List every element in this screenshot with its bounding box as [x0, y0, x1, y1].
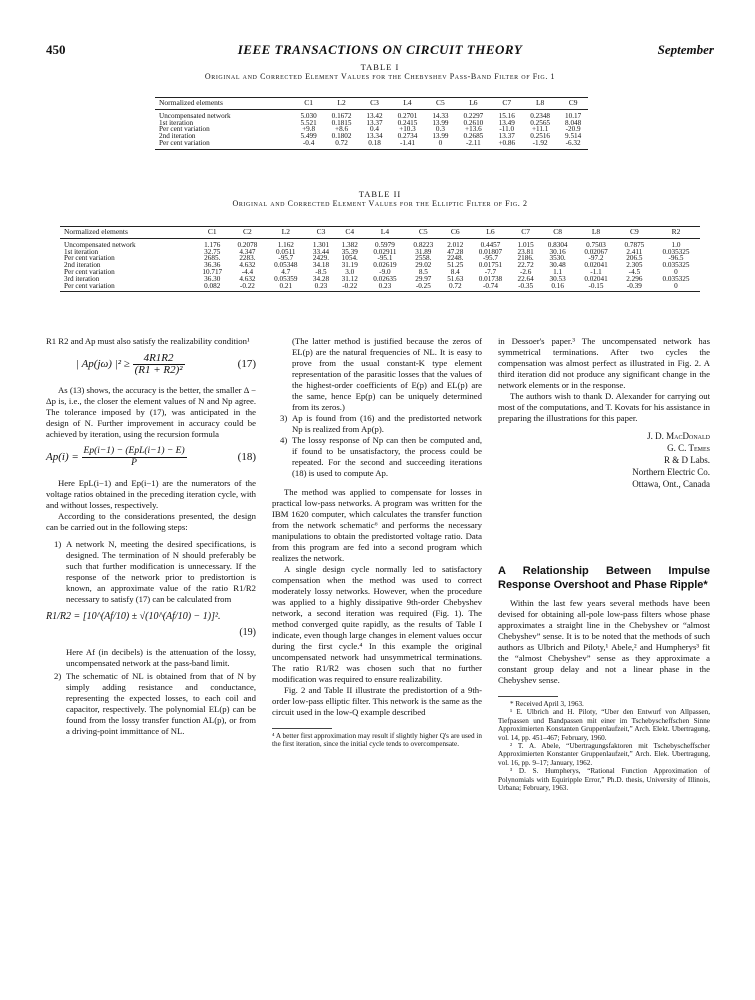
row-label: Per cent variation [155, 140, 294, 149]
table-cell: 0.1815 [331, 118, 352, 127]
footnote: * Received April 3, 1963. [510, 700, 584, 708]
table-cell: 0.05359 [274, 274, 298, 283]
row-label: Per cent variation [64, 254, 115, 263]
table-cell: 0.2297 [463, 111, 484, 120]
table-cell: 13.49 [498, 118, 515, 127]
table-cell: 0 [652, 283, 700, 292]
eq18-fraction [82, 446, 187, 469]
paragraph: in Dessoer's paper.³ The uncompensated network has symmetrical terminations. After two cycles the compensation was almost perfect as illustrated in Fig. 2. A third iteration did not produce any significant change in the network elements or in the response. [498, 336, 710, 390]
table-cell: 1.382 [341, 240, 358, 249]
table-cell: 0.7503 [586, 240, 606, 249]
table-cell: -6.32 [558, 140, 588, 149]
table-cell: -0.4 [294, 140, 324, 149]
table-cell: -20.9 [565, 125, 581, 134]
table-cell: 0.23 [364, 283, 406, 292]
table-cell: 0 [674, 267, 678, 276]
table-cell: 0.2348 [530, 111, 551, 120]
column-header: C2 [230, 227, 265, 239]
table-cell: 13.99 [432, 118, 449, 127]
author-signature [498, 430, 710, 490]
footnote-separator [272, 728, 332, 729]
table-cell: 0.2415 [397, 118, 418, 127]
footnote-separator [498, 696, 558, 697]
table-cell: +13.6 [465, 125, 482, 134]
table-cell: 2.411 [626, 247, 643, 256]
table-cell: 3530. [549, 254, 566, 263]
paragraph: The method was applied to compensate for losses in practical low-pass networks. A program was written for the IBM 1620 computer, which calculates the transfer function from the network schematic⁶ and performs the necessary manipulations to obtain the predistorted voltage ratio. Data from this program are fed into a second program which realizes the network. [272, 487, 482, 563]
issue-month: September [657, 42, 714, 57]
table-cell: 5.521 [300, 118, 317, 127]
table-cell: 1.162 [277, 240, 294, 249]
table-cell: -0.22 [335, 283, 364, 292]
table2-title: TABLE II [358, 189, 402, 199]
table-cell: 13.42 [366, 111, 383, 120]
table-cell: 9.514 [565, 132, 582, 141]
table-cell: 4.632 [239, 274, 256, 283]
table-cell: 0.2078 [237, 240, 258, 249]
table-cell: -95.7 [482, 254, 498, 263]
table-cell: -0.35 [511, 283, 540, 292]
table-cell: +11.1 [531, 125, 549, 134]
paragraph: As (13) shows, the accuracy is the better, the smaller Δ − Δp is, i.e., the closer the element values of N and Np agree. The tolerance imposed by (17), was anticipated in the design of N. Further improvement in accuracy could be achieved by iteration, using the recursion formula [46, 385, 256, 439]
table2-subtitle: Original and Corrected Element Values for the Elliptic Filter of Fig. 2 [232, 199, 528, 208]
table-cell: 8.4 [450, 267, 460, 276]
affiliation-line: Ottawa, Ont., Canada [632, 479, 710, 489]
table-cell: 2186. [517, 254, 534, 263]
table-cell: -1.41 [389, 140, 425, 149]
column-1 [46, 336, 256, 737]
table-cell: -96.5 [668, 254, 684, 263]
eq17-numerator: 4R1R2 [133, 353, 185, 365]
table-cell: 4.7 [281, 267, 291, 276]
table1-subtitle: Original and Corrected Element Values for the Chebyshev Pass-Band Filter of Fig. 1 [204, 72, 556, 81]
column-header: C3 [360, 98, 390, 110]
column-header: R2 [652, 227, 700, 239]
equation-19 [46, 611, 256, 641]
page-number: 450 [46, 42, 66, 57]
paragraph: R1 R2 and Ap must also satisfy the realizability condition¹ [46, 336, 250, 346]
affiliation-line: R & D Labs. [664, 455, 710, 465]
table-cell: 23.81 [517, 247, 534, 256]
table-cell: 206.5 [626, 254, 643, 263]
table-cell: 0.72 [323, 140, 359, 149]
table-cell: 0.01751 [478, 261, 503, 270]
running-header [46, 42, 714, 60]
table-cell: -9.0 [379, 267, 391, 276]
table-cell: 2429. [312, 254, 330, 263]
row-label: 2nd iteration [159, 132, 196, 141]
table-cell: -2.6 [519, 267, 532, 276]
table-cell: 2.305 [626, 261, 643, 270]
table1 [155, 97, 588, 150]
eq17-lhs: | Ap(jω) |² ≥ [76, 358, 130, 371]
table-cell: -0.15 [575, 283, 617, 292]
eq18-lhs: Ap(i) = [46, 451, 79, 464]
equation-18 [46, 446, 256, 474]
column-header: C9 [617, 227, 652, 239]
table-cell: 0.72 [441, 283, 470, 292]
table-cell: -4.4 [241, 267, 254, 276]
step-3 [272, 413, 482, 435]
eq19-body: R1/R2 = [10^(Af/10) ± √(10^(Af/10) − 1)]². [46, 611, 221, 622]
table-cell: 0.2701 [397, 111, 418, 120]
table-cell: 0.4 [370, 125, 379, 134]
table-cell: 47.28 [447, 247, 464, 256]
table-cell: -0.74 [470, 283, 512, 292]
table-cell: 34.28 [312, 274, 330, 283]
table-cell: +10.3 [399, 125, 416, 134]
table-cell: 0.3 [435, 125, 445, 134]
paragraph: Here EpL(i−1) and Ep(i−1) are the numerators of the voltage ratios obtained in the preceding iteration cycle, with and without losses, respectively. [46, 478, 256, 510]
eq19-label: (19) [239, 627, 256, 638]
table-cell: 0.2610 [463, 118, 484, 127]
footnote: ⁴ A better first approximation may result if slightly higher Q's are used in the first iteration, since the initial cycle tends to overcompensate. [272, 732, 482, 749]
table-cell: 0.16 [540, 283, 575, 292]
table-cell: 13.37 [498, 132, 515, 141]
column-header: Normalized elements [155, 98, 294, 110]
table-cell: 10.17 [565, 111, 582, 120]
table-cell: 0.02619 [373, 261, 397, 270]
table-header-row [60, 227, 700, 239]
table-cell: 0.01738 [478, 274, 503, 283]
column-header: C7 [511, 227, 540, 239]
column-header: C3 [307, 227, 336, 239]
table2 [60, 226, 700, 292]
table-header-row [155, 98, 588, 110]
table-cell: 1.0 [671, 240, 681, 249]
row-label: Per cent variation [159, 125, 210, 134]
row-label: 1st iteration [64, 247, 99, 256]
table-cell: 1.015 [517, 240, 534, 249]
table-cell: 0.02041 [584, 261, 608, 270]
column-header: C5 [426, 98, 456, 110]
table-cell: 0.02635 [373, 274, 397, 283]
step-number: 2) [54, 671, 62, 681]
table-cell: 51.63 [447, 274, 464, 283]
column-3 [498, 336, 710, 792]
table1-caption [46, 62, 714, 82]
row-label: Per cent variation [64, 267, 115, 276]
table-cell: 33.44 [312, 247, 330, 256]
column-header: C8 [540, 227, 575, 239]
table-cell: 0.7875 [624, 240, 645, 249]
column-header: C1 [195, 227, 230, 239]
table-cell: 13.37 [366, 118, 383, 127]
table-cell: 36.30 [204, 274, 221, 283]
step-number: 1) [54, 539, 62, 549]
table-cell: 0 [426, 140, 456, 149]
table-cell: 2283. [239, 254, 256, 263]
footnote: ¹ E. Ulbrich and H. Piloty, “Uber den Entwurf von Allpassen, Tiefpassen und Bandpassen mit einer im Tschebyscheffschen Sinne Approximierten Konstanten Gruppenlaufzeit,” Arch. Elekt. Ubertragung, vol. 14, pp. 451–467; February, 1960. [498, 708, 710, 742]
table-cell: +8.6 [335, 125, 349, 134]
table-cell: 1.176 [204, 240, 221, 249]
table-cell: 0.1802 [331, 132, 352, 141]
table-cell: +9.8 [302, 125, 316, 134]
table-cell: 35.39 [341, 247, 358, 256]
table-cell: 0.02067 [584, 247, 608, 256]
table-cell: 1.301 [312, 240, 330, 249]
table-cell: 29.97 [415, 274, 432, 283]
table-cell: -1.92 [522, 140, 558, 149]
table-row [60, 283, 700, 292]
column-header: L8 [522, 98, 558, 110]
table-cell: 31.89 [415, 247, 432, 256]
eq17-fraction [133, 353, 185, 376]
row-label: Uncompensated network [64, 240, 136, 249]
eq18-label: (18) [237, 451, 256, 463]
eq18-numerator: Ep(i−1) − (EpL(i−1) − E) [83, 446, 185, 456]
table-cell: 0.035325 [662, 274, 690, 283]
article-title: A Relationship Between Impulse Response Overshoot and Phase Ripple* [498, 565, 710, 591]
table-cell: 0.18 [360, 140, 390, 149]
table-cell: 30.16 [549, 247, 566, 256]
table-cell: 0.2565 [530, 118, 551, 127]
eq18-denominator: P [131, 458, 137, 468]
table-cell: -7.7 [484, 267, 497, 276]
journal-title: IEEE TRANSACTIONS ON CIRCUIT THEORY [237, 42, 523, 57]
row-label: Uncompensated network [159, 111, 231, 120]
table-cell: 0.21 [265, 283, 307, 292]
table-cell: 22.64 [517, 274, 534, 283]
table-cell: 0.1672 [331, 111, 352, 120]
eq17-denominator: (R1 + R2)² [134, 364, 183, 376]
table-cell: 2685. [204, 254, 221, 263]
table-cell: -97.2 [588, 254, 604, 263]
table-cell: 15.16 [498, 111, 515, 120]
table-cell: 2558. [415, 254, 432, 263]
table-cell: -0.25 [406, 283, 441, 292]
table-cell: 0.0511 [276, 247, 296, 256]
table-cell: -95.7 [278, 254, 294, 263]
table-cell: 4.632 [239, 261, 256, 270]
column-header: L8 [575, 227, 617, 239]
table-cell: 2248. [447, 254, 464, 263]
step-4 [272, 435, 482, 479]
table-cell: 30.53 [549, 274, 566, 283]
eq17-label: (17) [237, 358, 256, 370]
table-cell: 0.2516 [530, 132, 551, 141]
table-cell: 1.1 [553, 267, 563, 276]
table-cell: 2.296 [626, 274, 643, 283]
table-cell: 0.035325 [662, 261, 690, 270]
table-cell: 0.082 [195, 283, 230, 292]
table-cell: 13.99 [432, 132, 449, 141]
footnote: ² T. A. Abele, “Ubertragungsfaktoren mit Tschebyscheffscher Approximierten Konstanter Gruppenlaufzeit,” Arch. Elek. Ubertragung, vol. 16, pp. 9–17; January, 1962. [498, 742, 710, 767]
table-cell: 14.33 [432, 111, 449, 120]
table-cell: 30.48 [549, 261, 566, 270]
table2-caption [46, 189, 714, 209]
table-cell: 5.030 [300, 111, 317, 120]
table-cell: 29.02 [415, 261, 432, 270]
column-header: L6 [455, 98, 491, 110]
table-cell: 0.01807 [478, 247, 503, 256]
table-cell: 5.499 [300, 132, 317, 141]
step-text: The lossy response of Np can then be computed and, if found to be unsatisfactory, the process could be repeated. For the second and succeeding iterations (18) is used to compute Ap. [292, 435, 482, 478]
table-cell: 13.34 [366, 132, 383, 141]
row-label: 2nd iteration [64, 261, 101, 270]
table-cell: 0.23 [307, 283, 336, 292]
table-cell: 8.5 [418, 267, 428, 276]
table-cell: 1054. [341, 254, 358, 263]
column-header: L6 [470, 227, 512, 239]
row-label: 1st iteration [159, 118, 194, 127]
table-cell: -1.1 [590, 267, 602, 276]
table-cell: -8.5 [315, 267, 327, 276]
author-name: G. C. Temes [667, 443, 710, 453]
paragraph: The authors wish to thank D. Alexander for carrying out most of the computations, and T. Kovats for his assistance in preparing the illustrations for this paper. [498, 391, 710, 423]
column-header: Normalized elements [60, 227, 195, 239]
table-cell: 0.5979 [375, 240, 395, 249]
column-header: C7 [492, 98, 523, 110]
step-number: 3) [280, 413, 288, 423]
table-cell: 3.0 [345, 267, 355, 276]
column-header: L2 [323, 98, 359, 110]
column-header: C5 [406, 227, 441, 239]
column-header: L2 [265, 227, 307, 239]
table-cell: 4.347 [239, 247, 256, 256]
row-label: 3rd iteration [64, 274, 100, 283]
step-text: A network N, meeting the desired specifications, is designed. The termination of N should preferably be such that further modification is unnecessary. If the response of the network prior to predistortion is known, an approximate value of the ratio R1/R2 necessary to satisfy (17) can be calculated from [66, 539, 256, 604]
table-cell: 0.2685 [463, 132, 484, 141]
column-header: C1 [294, 98, 324, 110]
table-cell: 31.19 [341, 261, 358, 270]
step-text: Here Af (in decibels) is the attenuation of the lossy, uncompensated network at the pass-band limit. [66, 647, 256, 668]
author-name: J. D. MacDonald [647, 431, 710, 441]
table-cell: -95.1 [377, 254, 393, 263]
step-1-note [46, 647, 256, 669]
table-cell: 36.36 [204, 261, 221, 270]
table-cell: 22.72 [517, 261, 534, 270]
row-label: Per cent variation [60, 283, 195, 292]
column-header: L4 [389, 98, 425, 110]
step-number: 4) [280, 435, 288, 445]
table-cell: 51.25 [447, 261, 464, 270]
table1-title: TABLE I [360, 62, 400, 72]
paragraph: (The latter method is justified because the zeros of EL(p) are the natural frequencies of NL. It is easy to prove from the usual constant-K type element representation of the parasitic losses that the values of the highest-order coefficients of E(p) and EL(p) are the same, hence Ep(p) can be uniquely determined from its zeros.) [292, 336, 482, 412]
table-cell: 0.4457 [480, 240, 501, 249]
table-cell: 0.05348 [274, 261, 298, 270]
step-2 [46, 671, 256, 737]
table-cell: 10.717 [202, 267, 223, 276]
paragraph: According to the considerations presented, the design can be carried out in the following steps: [46, 511, 256, 532]
footnote: ³ D. S. Humpherys, “Rational Function Approximation of Polynomials with Equiripple Error,” Ph.D. thesis, University of Illinois, Urbana; February, 1963. [498, 767, 710, 793]
table-cell: 2.012 [447, 240, 464, 249]
table-cell: -0.22 [230, 283, 265, 292]
affiliation-line: Northern Electric Co. [632, 467, 710, 477]
table-cell: 0.02911 [373, 247, 397, 256]
table-cell: 0.8223 [413, 240, 434, 249]
column-header: C9 [558, 98, 588, 110]
table-cell: -0.39 [617, 283, 652, 292]
table-cell: +0.86 [492, 140, 523, 149]
column-header: C6 [441, 227, 470, 239]
table-cell: 0.02041 [584, 274, 608, 283]
table-cell: 31.12 [341, 274, 358, 283]
table-cell: 0.035325 [662, 247, 690, 256]
paragraph: Within the last few years several methods have been devised for obtaining all-pole low-pass filters whose phase approximates a straight line in the Chebyshev or “almost Chebyshev” sense. It is to be noted that the methods of such authors as Ulbrich and Piloty,¹ Abele,² and Humpherys³ fit the “almost Chebyshev” sense as they approximate a constant group delay and not a linear phase in the Chebyshev sense. [498, 598, 710, 685]
paragraph: A single design cycle normally led to satisfactory compensation when the method was used to correct moderately lossy networks. However, when the procedure was applied to a highly dissipative 9th-order Chebyshev network, a second iteration was required (Fig. 1). The method converged quite rapidly, as the results of Table I indicate, even though large changes in element values occur during the first cycle.⁴ In this example the original uncompensated network had unsymmetrical terminations. The ratio R1/R2 was chosen such that no further modification was required to ensure realizability. [272, 564, 482, 684]
table-row [155, 140, 588, 149]
table-cell: 34.18 [312, 261, 330, 270]
table-cell: -2.11 [455, 140, 491, 149]
table-cell: 0.2734 [397, 132, 418, 141]
step-text: The schematic of NL is obtained from that of N by simply adding resistance and conductance, representing the expected losses, to each coil and capacitor, respectively. The polynomial EL(p) can be found from the lossy transfer function AL(p), or from a driving-point immittance of NL. [66, 671, 256, 736]
table-cell: 32.75 [204, 247, 221, 256]
column-header: L4 [364, 227, 406, 239]
table-cell: 8.048 [565, 118, 582, 127]
step-text: Ap is found from (16) and the predistorted network Np is realized from Ap(p). [292, 413, 482, 434]
table-cell: -4.5 [628, 267, 641, 276]
column-2 [272, 336, 482, 956]
step-1 [46, 539, 256, 605]
equation-17 [46, 353, 256, 381]
table-cell: 0.8304 [547, 240, 568, 249]
table-cell: -11.0 [499, 125, 515, 134]
paragraph: Fig. 2 and Table II illustrate the predistortion of a 9th-order low-pass elliptic filter. This network is the same as the circuit used in the low-Q example described [272, 685, 482, 717]
column-header: C4 [335, 227, 364, 239]
